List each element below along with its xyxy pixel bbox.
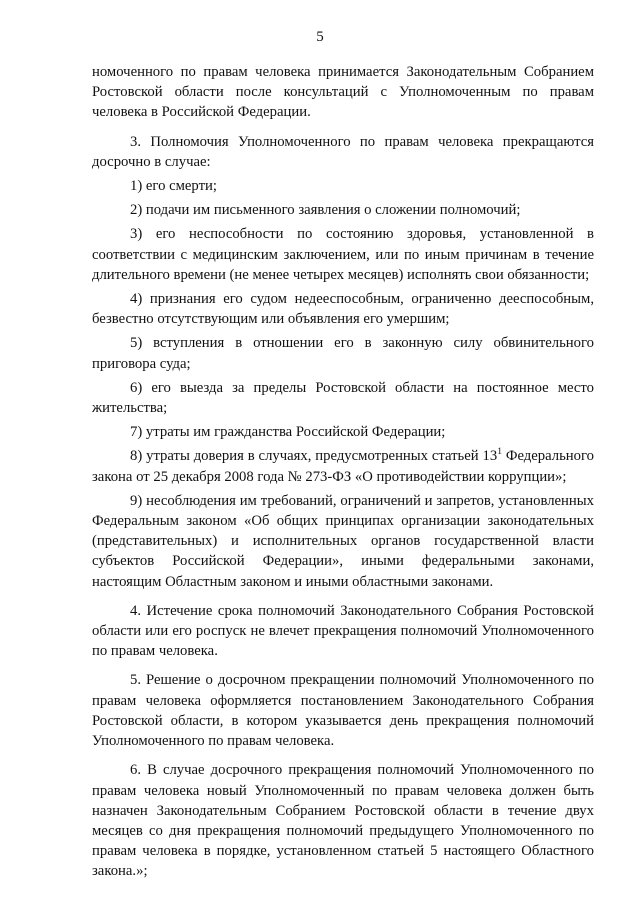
paragraph-subitem-9: 9) несоблюдения им требований, ограничений и запретов, установленных Федеральным законом «Об общих принципах организации законодательных (представительных) и исполнительных органов государственной власти субъектов Российской Федерации», иными федеральными законами, настоящим Областным законом и иными областными законами. [92,492,594,590]
subitem-8-text-start: 8) утраты доверия в случаях, предусмотренных статьей 13 [130,448,498,465]
paragraph-item-4: 4. Истечение срока полномочий Законодательного Собрания Ростовской области или его роспуск не влечет прекращения полномочий Уполномоченного по правам человека. [92,602,594,660]
article-superscript: 1 [497,447,502,458]
paragraph-item-6: 6. В случае досрочного прекращения полномочий Уполномоченного по правам человека новый Уполномоченный по правам человека должен быть назначен Законодательным Собранием Ростовской области в течение двух месяцев со дня прекращения полномочий предыдущего Уполномоченного по правам человека в порядке, установленном статьей 5 настоящего Областного закона.»; [92,762,594,880]
paragraph-subitem-6: 6) его выезда за пределы Ростовской области на постоянное место жительства; [92,379,594,417]
paragraph-subitem-1: 1) его смерти; [130,178,217,195]
paragraph-subitem-3: 3) его неспособности по состоянию здоровья, установленной в соответствии с медицинским заключением, или по иным причинам в течение длительного времени (не менее четырех месяцев) исполнять свои обязанности; [92,226,594,283]
paragraph-subitem-2: 2) подачи им письменного заявления о сложении полномочий; [130,202,521,219]
paragraph-item-3: 3. Полномочия Уполномоченного по правам человека прекращаются досрочно в случае: [92,133,594,170]
page-number: 5 [316,29,324,45]
paragraph-subitem-5: 5) вступления в отношении его в законную силу обвинительного приговора суда; [92,335,594,372]
paragraph-item-5: 5. Решение о досрочном прекращении полномочий Уполномоченного по правам человека оформляется постановлением Законодательного Собрания Ростовской области, в котором указывается день прекращения полномочий Уполномоченного по правам человека. [92,672,594,750]
paragraph-subitem-8 [92,446,594,486]
subitem-8-text-end: Федерального закона от 25 декабря 2008 года № 273-ФЗ «О противодействии коррупции»; [92,448,594,485]
paragraph-subitem-4: 4) признания его судом недееспособным, ограниченно дееспособным, безвестно отсутствующим или объявления его умершим; [92,291,594,328]
paragraph-continuation: номоченного по правам человека принимается Законодательным Собранием Ростовской области после консультаций с Уполномоченным по правам человека в Российской Федерации. [92,64,594,121]
paragraph-subitem-7: 7) утраты им гражданства Российской Федерации; [130,424,446,441]
document-body [92,62,594,882]
